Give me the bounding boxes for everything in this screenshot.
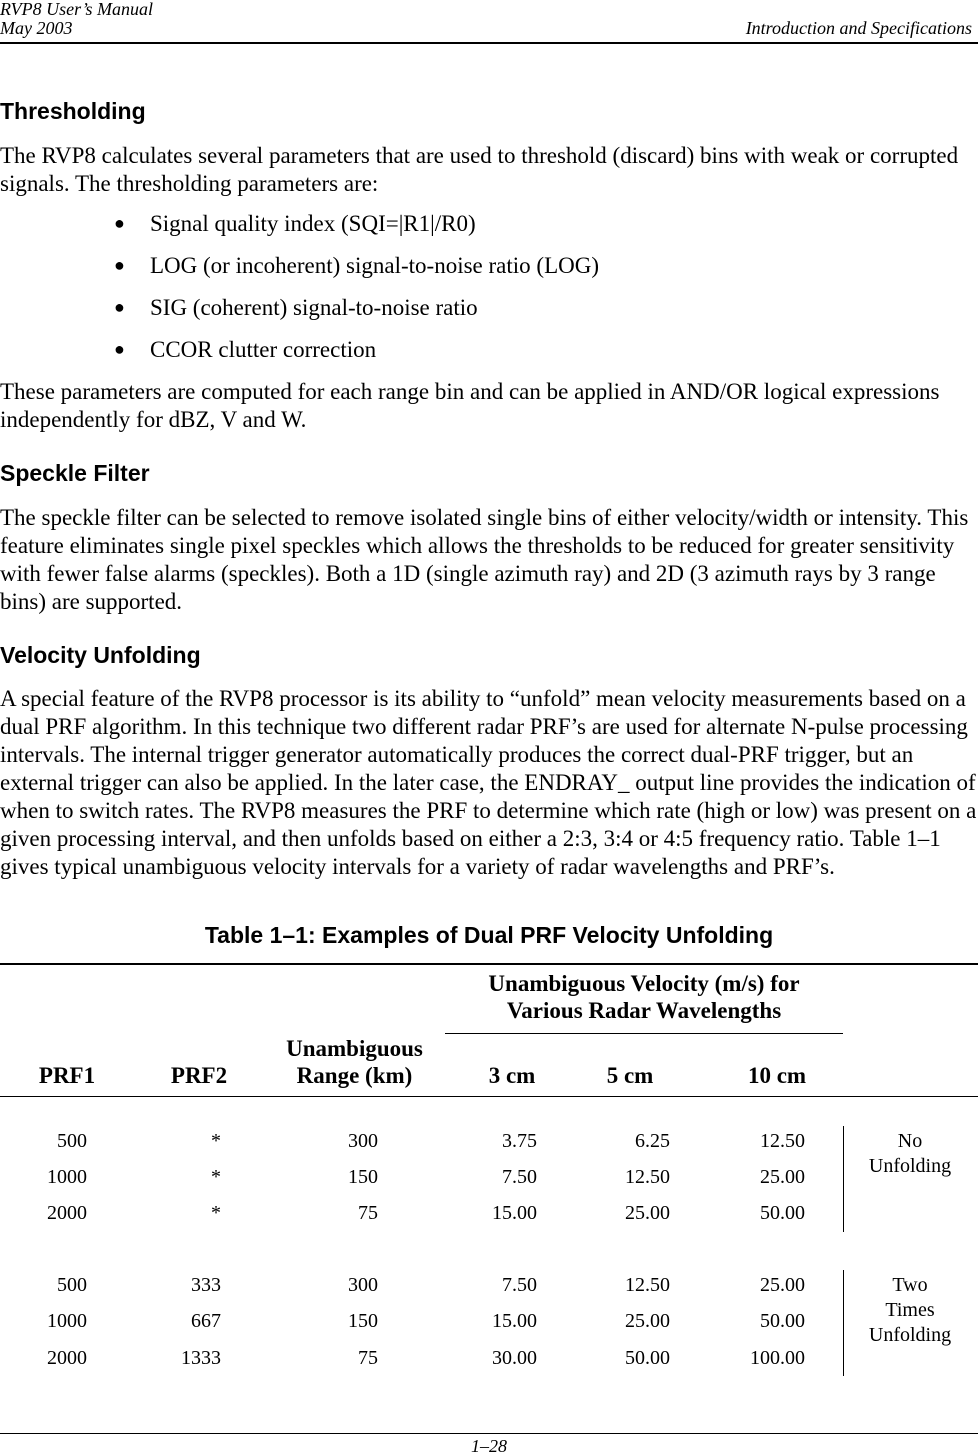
cell-prf1: 500 (57, 1130, 87, 1152)
col-header-5cm: 5 cm (606, 1063, 654, 1088)
footer-rule (0, 1433, 978, 1434)
cell-3cm: 30.00 (492, 1347, 537, 1369)
cell-10cm: 25.00 (760, 1166, 805, 1188)
cell-prf1: 1000 (47, 1310, 87, 1332)
col-header-prf2: PRF2 (170, 1063, 228, 1088)
group-bracket-line (843, 1126, 844, 1232)
group-note-line: Unfolding (868, 1155, 952, 1177)
cell-prf1: 1000 (47, 1166, 87, 1188)
cell-prf1: 2000 (47, 1202, 87, 1224)
page-number: 1–28 (471, 1436, 507, 1456)
section-title-velocity: Velocity Unfolding (0, 642, 201, 668)
cell-range: 150 (348, 1166, 378, 1188)
section-title-speckle: Speckle Filter (0, 460, 150, 486)
group-bracket-line (843, 1270, 844, 1376)
header-rule (0, 42, 978, 44)
cell-10cm: 50.00 (760, 1310, 805, 1332)
bullet-text: LOG (or incoherent) signal-to-noise ratio (LOG) (150, 253, 599, 278)
cell-10cm: 25.00 (760, 1274, 805, 1296)
table-caption: Table 1–1: Examples of Dual PRF Velocity Unfolding (204, 922, 774, 948)
bullet-icon: ● (114, 255, 125, 275)
group-header (445, 970, 843, 1024)
cell-3cm: 15.00 (492, 1310, 537, 1332)
bullet-icon: ● (114, 339, 125, 359)
bullet-item (114, 293, 478, 322)
cell-5cm: 25.00 (625, 1310, 670, 1332)
cell-prf2: * (211, 1130, 221, 1152)
speckle-body: The speckle filter can be selected to remove isolated single bins of either velocity/width or intensity. This feature eliminates single pixel speckles which allows the thresholds to be reduced for greater sensitivity with fewer false alarms (speckles). Both a 1D (single azimuth ray) and 2D (3 azimuth rays by 3 range bins) are supported. (0, 505, 969, 614)
thresholding-outro: These parameters are computed for each range bin and can be applied in AND/OR logical expressions independently for dBZ, V and W. (0, 379, 940, 432)
header-date: May 2003 (0, 18, 73, 38)
bullet-text: SIG (coherent) signal-to-noise ratio (150, 295, 478, 320)
group-note-line: Two (892, 1274, 928, 1296)
cell-10cm: 12.50 (760, 1130, 805, 1152)
section-title-thresholding: Thresholding (0, 98, 146, 124)
group-note-line: Unfolding (868, 1324, 952, 1346)
bullet-icon: ● (114, 297, 125, 317)
cell-prf2: * (211, 1202, 221, 1224)
cell-range: 150 (348, 1310, 378, 1332)
cell-10cm: 100.00 (750, 1347, 805, 1369)
cell-5cm: 12.50 (625, 1274, 670, 1296)
col-header-range (262, 1035, 447, 1089)
header-chapter-title: Introduction and Specifications (745, 18, 972, 38)
bullet-text: CCOR clutter correction (150, 337, 377, 362)
bullet-item (114, 251, 599, 280)
bullet-item (114, 335, 376, 364)
group-header-line2: Various Radar Wavelengths (506, 998, 782, 1023)
cell-range: 300 (348, 1130, 378, 1152)
cell-5cm: 6.25 (635, 1130, 670, 1152)
group-note-line: Times (885, 1299, 935, 1321)
cell-prf1: 500 (57, 1274, 87, 1296)
col-header-range-line1: Unambiguous (286, 1036, 423, 1061)
bullet-item (114, 209, 476, 238)
group-header-rule (445, 1033, 843, 1034)
cell-5cm: 50.00 (625, 1347, 670, 1369)
cell-3cm: 7.50 (502, 1166, 537, 1188)
cell-prf2: 667 (191, 1310, 221, 1332)
bullet-text: Signal quality index (SQI=|R1|/R0) (150, 211, 476, 236)
group-note-two-times-unfolding (845, 1273, 975, 1348)
cell-3cm: 15.00 (492, 1202, 537, 1224)
table-header-rule (0, 1096, 978, 1097)
cell-10cm: 50.00 (760, 1202, 805, 1224)
col-header-range-line2: Range (km) (296, 1063, 413, 1088)
thresholding-intro: The RVP8 calculates several parameters that are used to threshold (discard) bins with weak or corrupted signals. The thresholding parameters are: (0, 143, 959, 196)
group-note-line: No (897, 1130, 923, 1152)
cell-3cm: 7.50 (502, 1274, 537, 1296)
col-header-prf1: PRF1 (38, 1063, 96, 1088)
group-note-no-unfolding (845, 1129, 975, 1179)
cell-range: 75 (358, 1347, 378, 1369)
cell-range: 300 (348, 1274, 378, 1296)
group-header-line1: Unambiguous Velocity (m/s) for (488, 971, 800, 996)
cell-prf2: * (211, 1166, 221, 1188)
col-header-10cm: 10 cm (747, 1063, 807, 1088)
cell-range: 75 (358, 1202, 378, 1224)
cell-5cm: 12.50 (625, 1166, 670, 1188)
velocity-body: A special feature of the RVP8 processor is its ability to “unfold” mean velocity measurements based on a dual PRF algorithm. In this technique two different radar PRF’s are used for alternate N-pulse processing intervals. The internal trigger generator automatically produces the correct dual-PRF trigger, but an external trigger can also be applied. In the later case, the ENDRAY_ output line provides the indication of when to switch rates. The RVP8 measures the PRF to determine which rate (high or low) was present on a given processing interval, and then unfolds based on either a 2:3, 3:4 or 4:5 frequency ratio. Table 1–1 gives typical unambiguous velocity intervals for a variety of radar wavelengths and PRF’s. (0, 686, 977, 879)
cell-prf2: 333 (191, 1274, 221, 1296)
header-manual-title: RVP8 User’s Manual (0, 0, 153, 19)
cell-5cm: 25.00 (625, 1202, 670, 1224)
cell-3cm: 3.75 (502, 1130, 537, 1152)
cell-prf2: 1333 (181, 1347, 221, 1369)
bullet-icon: ● (114, 213, 125, 233)
col-header-3cm: 3 cm (488, 1063, 536, 1088)
table-top-rule (0, 963, 978, 965)
cell-prf1: 2000 (47, 1347, 87, 1369)
